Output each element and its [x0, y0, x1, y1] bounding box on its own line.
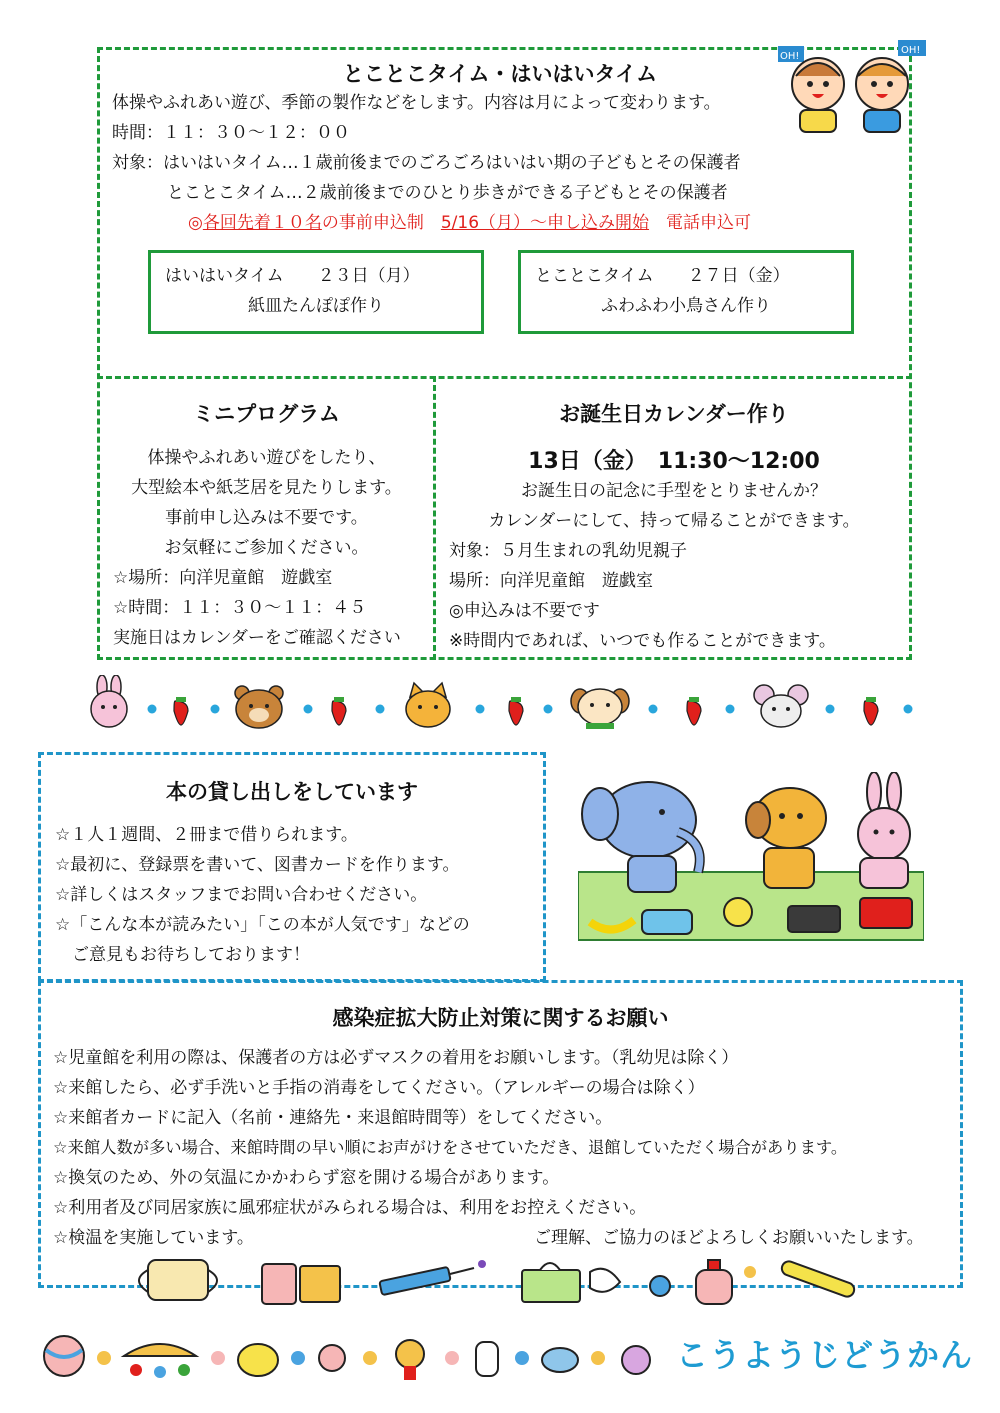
- soap-bottle-icon: [650, 1260, 756, 1304]
- flag-text-right: OH!: [901, 45, 921, 56]
- brand-logo-text: こうようじどうかん: [676, 1336, 974, 1374]
- mobile-toy-icon: [124, 1344, 196, 1378]
- mini-line: 体操やふれあい遊びをしたり、: [147, 448, 386, 468]
- birthday-title: お誕生日カレンダー作り: [559, 402, 789, 426]
- kids-illustration: [770, 32, 935, 142]
- strawberry-icon: [174, 697, 188, 725]
- strawberry-icon: [687, 697, 701, 725]
- books-line: ☆「こんな本が読みたい」「この本が人気です」などの: [55, 915, 470, 935]
- infection-line: ☆来館人数が多い場合、来館時間の早い順にお声がけをさせていただき、退館していただく場合があります。: [53, 1138, 848, 1157]
- notice-part1: 各回先着１０名: [202, 213, 322, 233]
- toko-target-2: とことこタイム…２歳前後までのひとり歩きができる子どもとその保護者: [167, 183, 728, 203]
- infection-line: ☆利用者及び同居家族に風邪症状がみられる場合は、利用をお控えください。: [53, 1198, 647, 1218]
- star-icon: [591, 1351, 605, 1365]
- star-icon: [515, 1351, 529, 1365]
- mini-note: 実施日はカレンダーをご確認ください: [113, 628, 401, 648]
- flag-text-left: OH!: [780, 51, 800, 62]
- bunny-toy-icon: [622, 1346, 650, 1374]
- star-icon: [363, 1351, 377, 1365]
- infection-last-left: ☆検温を実施しています。: [53, 1228, 254, 1248]
- ball-icon: [44, 1336, 84, 1376]
- rattle-icon: [396, 1340, 424, 1380]
- duck-icon: [238, 1344, 278, 1376]
- dog-icon: [571, 689, 629, 729]
- star-icon: [445, 1351, 459, 1365]
- mini-place: ☆場所：向洋児童館 遊戯室: [113, 568, 333, 588]
- haihai-box-line1: はいはいタイム ２３日（月）: [165, 266, 420, 286]
- rabbit-icon: [91, 675, 127, 727]
- notice-part2: の事前申込制: [321, 213, 441, 233]
- books-line: ☆詳しくはスタッフまでお問い合わせください。: [55, 885, 428, 905]
- infection-line: ☆来館者カードに記入（名前・連絡先・来退館時間等）をしてください。: [53, 1108, 613, 1128]
- birthday-place: 場所：向洋児童館 遊戯室: [449, 571, 653, 591]
- birthday-line: お誕生日の記念に手型をとりませんか？: [521, 481, 827, 501]
- haihai-box: [148, 250, 484, 334]
- toko-time: 時間：１１：３０～１２：００: [112, 123, 350, 143]
- books-title: 本の貸し出しをしています: [166, 780, 418, 804]
- mini-line: 事前申し込みは不要です。: [165, 508, 368, 528]
- toko-notice: [188, 208, 751, 238]
- mini-lines: [100, 443, 433, 563]
- mini-line: お気軽にご参加ください。: [164, 538, 369, 558]
- strawberry-icon: [509, 697, 523, 725]
- bear-icon: [235, 686, 283, 728]
- birthday-datetime: 13日（金） 11:30～12:00: [528, 449, 820, 474]
- toko-box: [518, 250, 854, 334]
- animal-divider: [80, 675, 920, 735]
- infection-title: 感染症拡大防止対策に関するお願い: [332, 1006, 669, 1030]
- star-icon: [211, 1351, 225, 1365]
- notice-prefix: ◎: [188, 213, 203, 233]
- hygiene-icons: [130, 1252, 870, 1310]
- birthday-target: 対象：５月生まれの乳幼児親子: [449, 541, 687, 561]
- books-line: ご意見もお待ちしております！: [55, 945, 310, 965]
- baby-bottle-icon: [476, 1342, 498, 1376]
- notice-part4: 電話申込可: [649, 213, 752, 233]
- infection-last-right: ご理解、ご協力のほどよろしくお願いいたします。: [534, 1228, 924, 1248]
- medicine-box-icon: [262, 1264, 340, 1304]
- tissue-box-icon: [522, 1263, 620, 1302]
- star-icon: [291, 1351, 305, 1365]
- birthday-lines: [436, 476, 912, 536]
- infection-line: ☆児童館を利用の際は、保護者の方は必ずマスクの着用をお願いします。（乳幼児は除く）: [53, 1048, 739, 1068]
- syringe-icon: [379, 1260, 486, 1295]
- rabbit-icon: [858, 772, 910, 888]
- toko-box-line2: ふわふわ小鳥さん作り: [601, 296, 771, 316]
- chick-icon: [724, 898, 752, 926]
- toko-box-line1: とことこタイム ２７日（金）: [535, 266, 790, 286]
- mini-line: 大型絵本や紙芝居を見たりします。: [131, 478, 402, 498]
- books-line: ☆最初に、登録票を書いて、図書カードを作ります。: [55, 855, 460, 875]
- mouse-icon: [754, 685, 808, 727]
- birthday-line: カレンダーにして、持って帰ることができます。: [488, 511, 860, 531]
- birthday-note: ※時間内であれば、いつでも作ることができます。: [449, 631, 836, 651]
- toko-desc: 体操やふれあい遊び、季節の製作などをします。内容は月によって変わります。: [112, 93, 721, 113]
- pacifier-icon: [319, 1345, 345, 1371]
- thermometer-icon: [780, 1259, 856, 1298]
- books-line: ☆１人１週間、２冊まで借りられます。: [55, 825, 358, 845]
- strawberry-icon: [864, 697, 878, 725]
- toko-divider-h: [97, 376, 912, 379]
- cat-icon: [406, 683, 450, 727]
- mask-icon: [139, 1260, 217, 1300]
- toko-title: とことこタイム・はいはいタイム: [342, 62, 658, 86]
- infection-lines: [53, 1043, 847, 1223]
- infection-line: ☆来館したら、必ず手洗いと手指の消毒をしてください。（アレルギーの場合は除く）: [53, 1078, 705, 1098]
- baby-shoes-icon: [542, 1348, 578, 1372]
- footer-icons: [40, 1330, 670, 1382]
- infection-line: ☆換気のため、外の気温にかかわらず窓を開ける場合があります。: [53, 1168, 560, 1188]
- mini-title: ミニプログラム: [193, 402, 340, 426]
- haihai-box-line2: 紙皿たんぽぽ作り: [248, 296, 384, 316]
- star-icon: [97, 1351, 111, 1365]
- strawberry-icon: [332, 697, 346, 725]
- books-lines: [55, 820, 470, 970]
- notice-part3: 5/16（月）～申し込み開始: [440, 213, 650, 233]
- toko-target-1: 対象：はいはいタイム…１歳前後までのごろごろはいはい期の子どもとその保護者: [112, 153, 741, 173]
- mini-time: ☆時間：１１：３０～１１：４５: [113, 598, 367, 618]
- birthday-apply: ◎申込みは不要です: [449, 601, 600, 621]
- picnic-illustration: [578, 772, 924, 944]
